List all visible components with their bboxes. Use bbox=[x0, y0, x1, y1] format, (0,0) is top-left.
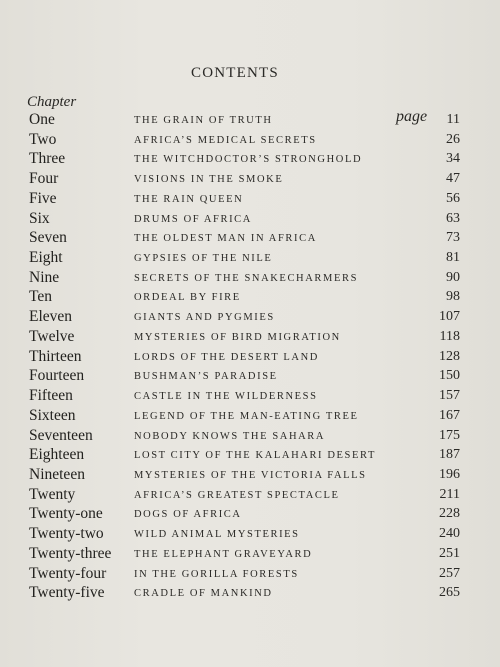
chapter-title: MYSTERIES OF BIRD MIGRATION bbox=[134, 331, 341, 343]
chapter-title: BUSHMAN’S PARADISE bbox=[134, 371, 278, 383]
page-number: 34 bbox=[446, 151, 460, 167]
page-number: 26 bbox=[446, 131, 460, 147]
chapter-title: THE WITCHDOCTOR’S STRONGHOLD bbox=[134, 154, 363, 166]
toc-entry bbox=[0, 485, 500, 505]
page-number: 150 bbox=[439, 368, 460, 384]
page-number: 11 bbox=[446, 112, 460, 127]
page-number: 98 bbox=[446, 289, 460, 305]
chapter-number: Fourteen bbox=[29, 367, 85, 385]
page-number: 228 bbox=[439, 506, 460, 522]
page-number: 118 bbox=[439, 328, 460, 344]
toc-entry bbox=[0, 524, 500, 544]
chapter-number: Twenty-five bbox=[29, 584, 105, 602]
chapter-title: GYPSIES OF THE NILE bbox=[134, 253, 273, 265]
page-number: 251 bbox=[439, 545, 460, 561]
chapter-number: Twenty-two bbox=[29, 525, 104, 543]
chapter-title: DOGS OF AFRICA bbox=[134, 509, 242, 521]
chapter-number: Seven bbox=[29, 229, 67, 247]
toc-entry bbox=[0, 268, 500, 288]
page-number: 56 bbox=[446, 190, 460, 206]
chapter-number: Twelve bbox=[29, 327, 75, 345]
toc-entry bbox=[0, 189, 500, 209]
page-number: 196 bbox=[439, 466, 460, 482]
chapter-number: Fifteen bbox=[29, 387, 73, 405]
page-column-heading: page bbox=[396, 108, 428, 125]
chapter-title: CASTLE IN THE WILDERNESS bbox=[134, 391, 318, 403]
toc-entry bbox=[0, 248, 500, 268]
chapter-title: ORDEAL BY FIRE bbox=[134, 292, 241, 304]
chapter-title: LORDS OF THE DESERT LAND bbox=[134, 351, 319, 363]
page-number: 265 bbox=[439, 585, 460, 601]
toc-entry bbox=[0, 287, 500, 307]
chapter-number: One bbox=[29, 111, 55, 128]
toc-entry bbox=[0, 327, 500, 347]
toc-entry bbox=[0, 228, 500, 248]
chapter-title: SECRETS OF THE SNAKECHARMERS bbox=[134, 272, 359, 284]
chapter-title: THE OLDEST MAN IN AFRICA bbox=[134, 233, 317, 245]
chapter-title: DRUMS OF AFRICA bbox=[134, 213, 252, 225]
chapter-title: VISIONS IN THE SMOKE bbox=[134, 174, 284, 186]
toc-entry bbox=[0, 169, 500, 189]
toc-entry bbox=[0, 465, 500, 485]
page-number: 167 bbox=[439, 407, 460, 423]
contents-title: CONTENTS bbox=[191, 65, 279, 81]
chapter-title: IN THE GORILLA FORESTS bbox=[134, 568, 299, 580]
page-number: 90 bbox=[446, 269, 460, 285]
page-number: 128 bbox=[439, 348, 460, 364]
chapter-number: Six bbox=[29, 209, 50, 227]
chapter-title: CRADLE OF MANKIND bbox=[134, 588, 273, 600]
page-number: 211 bbox=[439, 486, 460, 502]
table-of-contents bbox=[0, 110, 500, 603]
chapter-number: Eight bbox=[29, 249, 63, 267]
chapter-number: Nineteen bbox=[29, 465, 85, 483]
toc-entry bbox=[0, 583, 500, 603]
toc-entry bbox=[0, 445, 500, 465]
chapter-title: AFRICA’S GREATEST SPECTACLE bbox=[134, 489, 340, 501]
chapter-title: NOBODY KNOWS THE SAHARA bbox=[134, 430, 326, 442]
page-number: 81 bbox=[446, 250, 460, 266]
chapter-number: Nine bbox=[29, 268, 60, 286]
page-number: 257 bbox=[439, 565, 460, 581]
page-number: 175 bbox=[439, 427, 460, 443]
page-number: 240 bbox=[439, 526, 460, 542]
chapter-number: Seventeen bbox=[29, 426, 93, 444]
chapter-title: AFRICA’S MEDICAL SECRETS bbox=[134, 134, 317, 146]
chapter-number: Sixteen bbox=[29, 406, 76, 424]
toc-entry bbox=[0, 347, 500, 367]
chapter-number: Three bbox=[29, 150, 66, 168]
toc-entry bbox=[0, 386, 500, 406]
toc-entry bbox=[0, 426, 500, 446]
page-number: 107 bbox=[439, 309, 460, 325]
toc-entry bbox=[0, 406, 500, 426]
chapter-number: Five bbox=[29, 189, 57, 207]
chapter-column-heading: Chapter bbox=[27, 94, 77, 110]
chapter-title: GIANTS AND PYGMIES bbox=[134, 312, 275, 324]
chapter-number: Thirteen bbox=[29, 347, 82, 365]
page-number: 47 bbox=[446, 171, 460, 187]
chapter-title: THE RAIN QUEEN bbox=[134, 193, 244, 205]
toc-entry bbox=[0, 110, 500, 130]
toc-entry bbox=[0, 564, 500, 584]
chapter-number: Four bbox=[29, 170, 59, 188]
chapter-title: THE ELEPHANT GRAVEYARD bbox=[134, 548, 313, 560]
page-number: 73 bbox=[446, 230, 460, 246]
toc-entry bbox=[0, 366, 500, 386]
chapter-number: Eighteen bbox=[29, 446, 85, 464]
toc-entry bbox=[0, 149, 500, 169]
page-number: 187 bbox=[439, 447, 460, 463]
page-number: 157 bbox=[439, 388, 460, 404]
chapter-title: LOST CITY OF THE KALAHARI DESERT bbox=[134, 450, 376, 462]
chapter-number: Twenty-three bbox=[29, 544, 112, 562]
toc-entry bbox=[0, 544, 500, 564]
toc-entry bbox=[0, 307, 500, 327]
chapter-title: LEGEND OF THE MAN-EATING TREE bbox=[134, 410, 359, 422]
toc-entry bbox=[0, 209, 500, 229]
chapter-title: WILD ANIMAL MYSTERIES bbox=[134, 529, 300, 541]
chapter-title: THE GRAIN OF TRUTH bbox=[134, 115, 273, 126]
toc-entry bbox=[0, 130, 500, 150]
chapter-number: Twenty bbox=[29, 485, 76, 503]
page-number: 63 bbox=[446, 210, 460, 226]
chapter-number: Eleven bbox=[29, 308, 73, 326]
chapter-title: MYSTERIES OF THE VICTORIA FALLS bbox=[134, 469, 367, 481]
toc-entry bbox=[0, 504, 500, 524]
chapter-number: Two bbox=[29, 130, 57, 148]
chapter-number: Twenty-one bbox=[29, 505, 103, 523]
chapter-number: Ten bbox=[29, 288, 53, 306]
chapter-number: Twenty-four bbox=[29, 564, 107, 582]
